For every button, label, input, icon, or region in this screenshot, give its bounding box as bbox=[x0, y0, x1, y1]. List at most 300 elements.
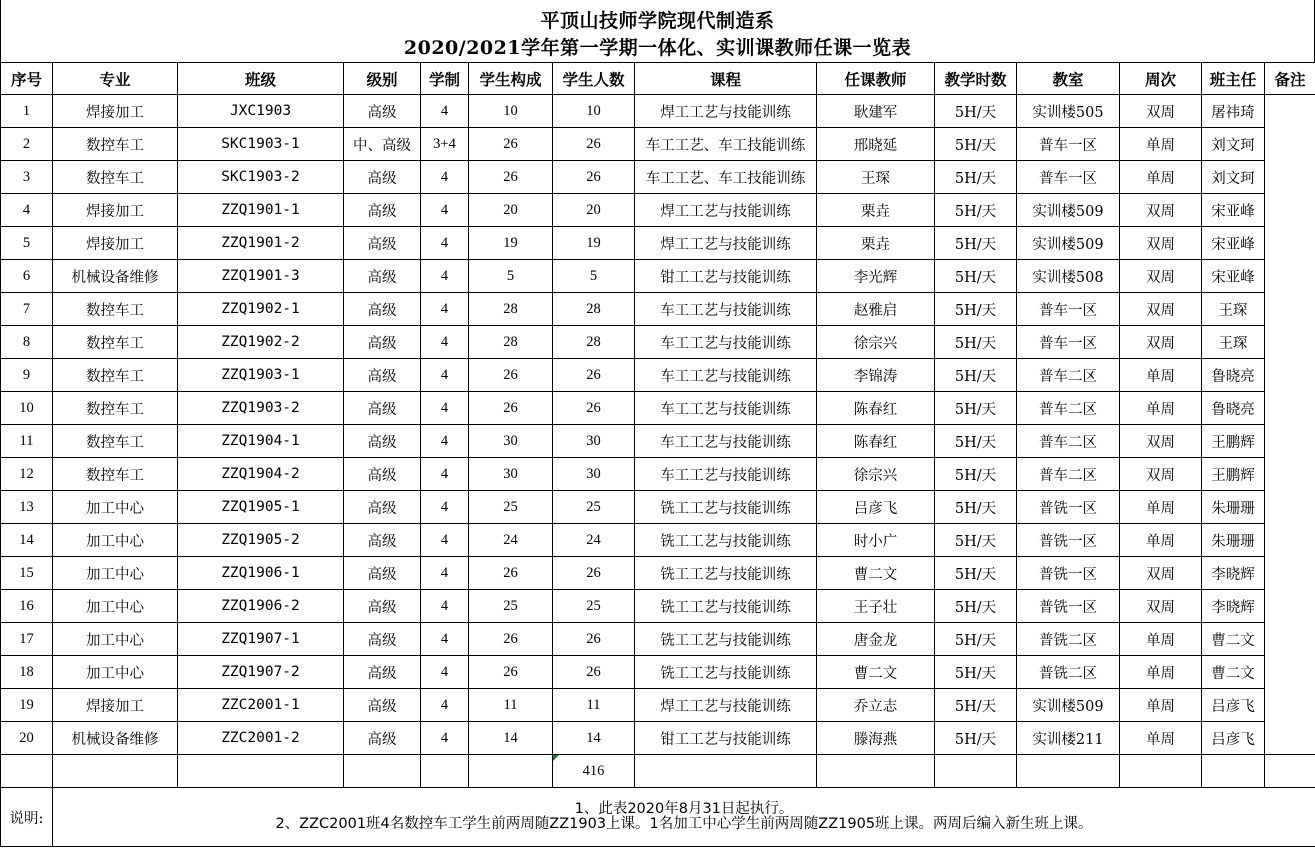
cell-no[interactable]: 4 bbox=[1, 194, 53, 227]
cell-room[interactable]: 实训楼508 bbox=[1017, 260, 1120, 293]
cell-course[interactable]: 铣工工艺与技能训练 bbox=[635, 557, 817, 590]
header-col-head-teacher[interactable]: 班主任 bbox=[1202, 63, 1265, 95]
cell-head-teacher[interactable]: 宋亚峰 bbox=[1202, 260, 1265, 293]
cell-teacher[interactable]: 栗垚 bbox=[817, 194, 935, 227]
cell-room[interactable]: 普车二区 bbox=[1017, 359, 1120, 392]
cell-head-teacher[interactable]: 王鹏辉 bbox=[1202, 425, 1265, 458]
cell-week[interactable]: 单周 bbox=[1120, 623, 1202, 656]
cell-class[interactable]: ZZC2001-2 bbox=[178, 722, 344, 755]
empty-cell[interactable] bbox=[1017, 755, 1120, 788]
cell-level[interactable]: 高级 bbox=[344, 227, 421, 260]
cell-level[interactable]: 高级 bbox=[344, 458, 421, 491]
cell-class[interactable]: ZZQ1903-2 bbox=[178, 392, 344, 425]
cell-major[interactable]: 数控车工 bbox=[53, 161, 178, 194]
empty-cell[interactable] bbox=[817, 755, 935, 788]
cell-teacher[interactable]: 曹二文 bbox=[817, 557, 935, 590]
cell-week[interactable]: 单周 bbox=[1120, 359, 1202, 392]
cell-composition[interactable]: 5 bbox=[469, 260, 553, 293]
cell-level[interactable]: 高级 bbox=[344, 491, 421, 524]
cell-length[interactable]: 4 bbox=[421, 623, 469, 656]
cell-week[interactable]: 双周 bbox=[1120, 590, 1202, 623]
cell-teacher[interactable]: 徐宗兴 bbox=[817, 326, 935, 359]
cell-no[interactable]: 2 bbox=[1, 128, 53, 161]
cell-week[interactable]: 双周 bbox=[1120, 425, 1202, 458]
cell-no[interactable]: 20 bbox=[1, 722, 53, 755]
cell-hours[interactable]: 5H/天 bbox=[935, 293, 1017, 326]
cell-class[interactable]: ZZQ1906-1 bbox=[178, 557, 344, 590]
total-value: 416 bbox=[582, 762, 605, 779]
cell-major[interactable]: 加工中心 bbox=[53, 524, 178, 557]
cell-composition[interactable]: 28 bbox=[469, 326, 553, 359]
cell-level[interactable]: 高级 bbox=[344, 557, 421, 590]
header-col-composition[interactable]: 学生构成 bbox=[469, 63, 553, 95]
cell-composition[interactable]: 25 bbox=[469, 491, 553, 524]
cell-level[interactable]: 高级 bbox=[344, 293, 421, 326]
cell-room[interactable]: 普铣二区 bbox=[1017, 656, 1120, 689]
cell-count[interactable]: 5 bbox=[553, 260, 635, 293]
cell-hours[interactable]: 5H/天 bbox=[935, 260, 1017, 293]
cell-room[interactable]: 普车二区 bbox=[1017, 425, 1120, 458]
cell-length[interactable]: 4 bbox=[421, 392, 469, 425]
cell-level[interactable]: 高级 bbox=[344, 689, 421, 722]
cell-composition[interactable]: 20 bbox=[469, 194, 553, 227]
cell-level[interactable]: 高级 bbox=[344, 326, 421, 359]
cell-length[interactable]: 4 bbox=[421, 491, 469, 524]
table-row bbox=[1, 557, 1315, 590]
cell-no[interactable]: 17 bbox=[1, 623, 53, 656]
cell-teacher[interactable]: 王子壮 bbox=[817, 590, 935, 623]
cell-hours[interactable]: 5H/天 bbox=[935, 425, 1017, 458]
cell-count[interactable]: 30 bbox=[553, 458, 635, 491]
empty-cell[interactable] bbox=[344, 755, 421, 788]
cell-no[interactable]: 18 bbox=[1, 656, 53, 689]
cell-hours[interactable]: 5H/天 bbox=[935, 722, 1017, 755]
cell-head-teacher[interactable]: 刘文珂 bbox=[1202, 161, 1265, 194]
cell-head-teacher[interactable]: 刘文珂 bbox=[1202, 128, 1265, 161]
empty-cell[interactable] bbox=[1265, 755, 1315, 788]
cell-level[interactable]: 高级 bbox=[344, 359, 421, 392]
cell-level[interactable]: 高级 bbox=[344, 95, 421, 128]
cell-hours[interactable]: 5H/天 bbox=[935, 95, 1017, 128]
cell-hours[interactable]: 5H/天 bbox=[935, 491, 1017, 524]
cell-count[interactable]: 26 bbox=[553, 557, 635, 590]
cell-teacher[interactable]: 李锦涛 bbox=[817, 359, 935, 392]
table-body bbox=[1, 95, 1315, 847]
cell-level[interactable]: 高级 bbox=[344, 392, 421, 425]
cell-week[interactable]: 单周 bbox=[1120, 524, 1202, 557]
cell-no[interactable]: 9 bbox=[1, 359, 53, 392]
cell-head-teacher[interactable]: 鲁晓亮 bbox=[1202, 392, 1265, 425]
cell-major[interactable]: 焊接加工 bbox=[53, 227, 178, 260]
cell-length[interactable]: 4 bbox=[421, 194, 469, 227]
empty-cell[interactable] bbox=[1202, 755, 1265, 788]
cell-level[interactable]: 高级 bbox=[344, 590, 421, 623]
cell-major[interactable]: 数控车工 bbox=[53, 425, 178, 458]
cell-course[interactable]: 焊工工艺与技能训练 bbox=[635, 227, 817, 260]
cell-room[interactable]: 普车一区 bbox=[1017, 326, 1120, 359]
cell-hours[interactable]: 5H/天 bbox=[935, 590, 1017, 623]
cell-room[interactable]: 普铣一区 bbox=[1017, 590, 1120, 623]
cell-no[interactable]: 19 bbox=[1, 689, 53, 722]
cell-week[interactable]: 单周 bbox=[1120, 656, 1202, 689]
cell-week[interactable]: 双周 bbox=[1120, 227, 1202, 260]
cell-course[interactable]: 钳工工艺与技能训练 bbox=[635, 722, 817, 755]
cell-week[interactable]: 单周 bbox=[1120, 491, 1202, 524]
cell-course[interactable]: 车工工艺与技能训练 bbox=[635, 359, 817, 392]
cell-no[interactable]: 15 bbox=[1, 557, 53, 590]
cell-composition[interactable]: 26 bbox=[469, 359, 553, 392]
cell-composition[interactable]: 30 bbox=[469, 458, 553, 491]
cell-class[interactable]: ZZQ1906-2 bbox=[178, 590, 344, 623]
cell-week[interactable]: 单周 bbox=[1120, 722, 1202, 755]
empty-cell[interactable] bbox=[935, 755, 1017, 788]
cell-composition[interactable]: 26 bbox=[469, 623, 553, 656]
cell-major[interactable]: 数控车工 bbox=[53, 326, 178, 359]
cell-room[interactable]: 普车一区 bbox=[1017, 161, 1120, 194]
cell-course[interactable]: 车工工艺与技能训练 bbox=[635, 425, 817, 458]
cell-week[interactable]: 双周 bbox=[1120, 326, 1202, 359]
cell-hours[interactable]: 5H/天 bbox=[935, 524, 1017, 557]
cell-major[interactable]: 数控车工 bbox=[53, 392, 178, 425]
header-col-hours[interactable]: 教学时数 bbox=[935, 63, 1017, 95]
cell-week[interactable]: 双周 bbox=[1120, 293, 1202, 326]
empty-cell[interactable] bbox=[635, 755, 817, 788]
cell-count[interactable]: 26 bbox=[553, 161, 635, 194]
cell-no[interactable]: 13 bbox=[1, 491, 53, 524]
cell-length[interactable]: 4 bbox=[421, 458, 469, 491]
cell-course[interactable]: 车工工艺、车工技能训练 bbox=[635, 161, 817, 194]
cell-composition[interactable]: 24 bbox=[469, 524, 553, 557]
cell-teacher[interactable]: 徐宗兴 bbox=[817, 458, 935, 491]
cell-hours[interactable]: 5H/天 bbox=[935, 623, 1017, 656]
cell-room[interactable]: 普铣一区 bbox=[1017, 491, 1120, 524]
cell-teacher[interactable]: 李光辉 bbox=[817, 260, 935, 293]
cell-class[interactable]: ZZQ1907-2 bbox=[178, 656, 344, 689]
header-col-no[interactable]: 序号 bbox=[1, 63, 53, 95]
cell-length[interactable]: 4 bbox=[421, 689, 469, 722]
cell-head-teacher[interactable]: 李晓辉 bbox=[1202, 557, 1265, 590]
empty-cell[interactable] bbox=[1, 755, 53, 788]
cell-no[interactable]: 14 bbox=[1, 524, 53, 557]
cell-count[interactable]: 28 bbox=[553, 293, 635, 326]
cell-class[interactable]: ZZQ1901-1 bbox=[178, 194, 344, 227]
cell-head-teacher[interactable]: 朱珊珊 bbox=[1202, 524, 1265, 557]
cell-count[interactable]: 10 bbox=[553, 95, 635, 128]
cell-length[interactable]: 4 bbox=[421, 557, 469, 590]
cell-composition[interactable]: 26 bbox=[469, 161, 553, 194]
cell-head-teacher[interactable]: 李晓辉 bbox=[1202, 590, 1265, 623]
cell-major[interactable]: 加工中心 bbox=[53, 656, 178, 689]
cell-length[interactable]: 4 bbox=[421, 95, 469, 128]
cell-hours[interactable]: 5H/天 bbox=[935, 227, 1017, 260]
cell-teacher[interactable]: 陈春红 bbox=[817, 425, 935, 458]
header-col-remark[interactable]: 备注 bbox=[1265, 63, 1315, 95]
cell-hours[interactable]: 5H/天 bbox=[935, 194, 1017, 227]
cell-course[interactable]: 铣工工艺与技能训练 bbox=[635, 524, 817, 557]
empty-cell[interactable] bbox=[53, 755, 178, 788]
cell-class[interactable]: JXC1903 bbox=[178, 95, 344, 128]
cell-hours[interactable]: 5H/天 bbox=[935, 557, 1017, 590]
empty-cell[interactable] bbox=[421, 755, 469, 788]
cell-teacher[interactable]: 栗垚 bbox=[817, 227, 935, 260]
cell-major[interactable]: 数控车工 bbox=[53, 293, 178, 326]
header-col-teacher[interactable]: 任课教师 bbox=[817, 63, 935, 95]
cell-course[interactable]: 车工工艺、车工技能训练 bbox=[635, 128, 817, 161]
note-line-2: 2、ZZC2001班4名数控车工学生前两周随ZZ1903上课。1名加工中心学生前两周随ZZ1905班上课。两周后编入新生班上课。 bbox=[275, 816, 1093, 832]
cell-length[interactable]: 4 bbox=[421, 227, 469, 260]
notes-label[interactable]: 说明: bbox=[1, 788, 53, 847]
cell-teacher[interactable]: 耿建军 bbox=[817, 95, 935, 128]
cell-teacher[interactable]: 滕海燕 bbox=[817, 722, 935, 755]
cell-course[interactable]: 铣工工艺与技能训练 bbox=[635, 623, 817, 656]
cell-room[interactable]: 实训楼211 bbox=[1017, 722, 1120, 755]
cell-level[interactable]: 高级 bbox=[344, 425, 421, 458]
cell-head-teacher[interactable]: 王琛 bbox=[1202, 293, 1265, 326]
cell-teacher[interactable]: 邢晓延 bbox=[817, 128, 935, 161]
cell-level[interactable]: 高级 bbox=[344, 524, 421, 557]
cell-head-teacher[interactable]: 朱珊珊 bbox=[1202, 491, 1265, 524]
cell-head-teacher[interactable]: 吕彦飞 bbox=[1202, 689, 1265, 722]
cell-head-teacher[interactable]: 曹二文 bbox=[1202, 623, 1265, 656]
cell-length[interactable]: 4 bbox=[421, 722, 469, 755]
cell-count[interactable]: 30 bbox=[553, 425, 635, 458]
cell-week[interactable]: 单周 bbox=[1120, 161, 1202, 194]
cell-no[interactable]: 16 bbox=[1, 590, 53, 623]
cell-week[interactable]: 双周 bbox=[1120, 260, 1202, 293]
cell-teacher[interactable]: 赵雅启 bbox=[817, 293, 935, 326]
cell-level[interactable]: 高级 bbox=[344, 260, 421, 293]
cell-level[interactable]: 高级 bbox=[344, 722, 421, 755]
cell-week[interactable]: 单周 bbox=[1120, 689, 1202, 722]
cell-head-teacher[interactable]: 宋亚峰 bbox=[1202, 194, 1265, 227]
cell-course[interactable]: 车工工艺与技能训练 bbox=[635, 458, 817, 491]
header-col-class[interactable]: 班级 bbox=[178, 63, 344, 95]
cell-no[interactable]: 6 bbox=[1, 260, 53, 293]
cell-teacher[interactable]: 唐金龙 bbox=[817, 623, 935, 656]
cell-hours[interactable]: 5H/天 bbox=[935, 392, 1017, 425]
cell-room[interactable]: 普铣一区 bbox=[1017, 524, 1120, 557]
cell-no[interactable]: 11 bbox=[1, 425, 53, 458]
notes-text[interactable] bbox=[53, 788, 1315, 847]
cell-no[interactable]: 8 bbox=[1, 326, 53, 359]
cell-no[interactable]: 3 bbox=[1, 161, 53, 194]
table-row bbox=[1, 293, 1315, 326]
cell-major[interactable]: 焊接加工 bbox=[53, 95, 178, 128]
cell-length[interactable]: 4 bbox=[421, 293, 469, 326]
cell-composition[interactable]: 26 bbox=[469, 128, 553, 161]
cell-no[interactable]: 7 bbox=[1, 293, 53, 326]
cell-length[interactable]: 3+4 bbox=[421, 128, 469, 161]
cell-major[interactable]: 数控车工 bbox=[53, 128, 178, 161]
cell-teacher[interactable]: 乔立志 bbox=[817, 689, 935, 722]
header-col-length[interactable]: 学制 bbox=[421, 63, 469, 95]
cell-hours[interactable]: 5H/天 bbox=[935, 458, 1017, 491]
cell-hours[interactable]: 5H/天 bbox=[935, 359, 1017, 392]
cell-class[interactable]: ZZQ1901-3 bbox=[178, 260, 344, 293]
cell-remark[interactable] bbox=[1265, 95, 1315, 755]
cell-count[interactable]: 26 bbox=[553, 623, 635, 656]
cell-composition[interactable]: 19 bbox=[469, 227, 553, 260]
cell-class[interactable]: ZZQ1902-2 bbox=[178, 326, 344, 359]
cell-length[interactable]: 4 bbox=[421, 590, 469, 623]
cell-major[interactable]: 机械设备维修 bbox=[53, 722, 178, 755]
cell-course[interactable]: 钳工工艺与技能训练 bbox=[635, 260, 817, 293]
cell-class[interactable]: ZZQ1904-2 bbox=[178, 458, 344, 491]
cell-count[interactable]: 28 bbox=[553, 326, 635, 359]
cell-hours[interactable]: 5H/天 bbox=[935, 689, 1017, 722]
cell-class[interactable]: ZZQ1904-1 bbox=[178, 425, 344, 458]
cell-week[interactable]: 双周 bbox=[1120, 557, 1202, 590]
cell-course[interactable]: 车工工艺与技能训练 bbox=[635, 326, 817, 359]
cell-composition[interactable]: 25 bbox=[469, 590, 553, 623]
cell-count[interactable]: 24 bbox=[553, 524, 635, 557]
cell-class[interactable]: ZZQ1902-1 bbox=[178, 293, 344, 326]
cell-major[interactable]: 加工中心 bbox=[53, 557, 178, 590]
cell-hours[interactable]: 5H/天 bbox=[935, 161, 1017, 194]
cell-count[interactable]: 11 bbox=[553, 689, 635, 722]
cell-course[interactable]: 焊工工艺与技能训练 bbox=[635, 689, 817, 722]
table-row bbox=[1, 326, 1315, 359]
header-col-week[interactable]: 周次 bbox=[1120, 63, 1202, 95]
cell-course[interactable]: 车工工艺与技能训练 bbox=[635, 392, 817, 425]
cell-composition[interactable]: 26 bbox=[469, 557, 553, 590]
cell-teacher[interactable]: 吕彦飞 bbox=[817, 491, 935, 524]
cell-room[interactable]: 普车二区 bbox=[1017, 458, 1120, 491]
cell-length[interactable]: 4 bbox=[421, 359, 469, 392]
header-col-room[interactable]: 教室 bbox=[1017, 63, 1120, 95]
cell-head-teacher[interactable]: 吕彦飞 bbox=[1202, 722, 1265, 755]
cell-room[interactable]: 实训楼505 bbox=[1017, 95, 1120, 128]
cell-count[interactable]: 14 bbox=[553, 722, 635, 755]
cell-head-teacher[interactable]: 王鹏辉 bbox=[1202, 458, 1265, 491]
cell-week[interactable]: 双周 bbox=[1120, 194, 1202, 227]
cell-no[interactable]: 1 bbox=[1, 95, 53, 128]
cell-head-teacher[interactable]: 屠祎琦 bbox=[1202, 95, 1265, 128]
header-row bbox=[1, 63, 1315, 95]
cell-head-teacher[interactable]: 宋亚峰 bbox=[1202, 227, 1265, 260]
header-col-count[interactable]: 学生人数 bbox=[553, 63, 635, 95]
cell-major[interactable]: 焊接加工 bbox=[53, 689, 178, 722]
cell-composition[interactable]: 28 bbox=[469, 293, 553, 326]
cell-count[interactable]: 20 bbox=[553, 194, 635, 227]
cell-teacher[interactable]: 时小广 bbox=[817, 524, 935, 557]
cell-count[interactable]: 25 bbox=[553, 491, 635, 524]
cell-room[interactable]: 普铣一区 bbox=[1017, 557, 1120, 590]
cell-week[interactable]: 双周 bbox=[1120, 95, 1202, 128]
empty-cell[interactable] bbox=[1120, 755, 1202, 788]
empty-cell[interactable] bbox=[178, 755, 344, 788]
cell-class[interactable]: ZZC2001-1 bbox=[178, 689, 344, 722]
cell-course[interactable]: 铣工工艺与技能训练 bbox=[635, 491, 817, 524]
cell-week[interactable]: 单周 bbox=[1120, 128, 1202, 161]
cell-no[interactable]: 5 bbox=[1, 227, 53, 260]
table-row bbox=[1, 458, 1315, 491]
cell-course[interactable]: 车工工艺与技能训练 bbox=[635, 293, 817, 326]
cell-level[interactable]: 高级 bbox=[344, 623, 421, 656]
cell-length[interactable]: 4 bbox=[421, 524, 469, 557]
cell-class[interactable]: ZZQ1907-1 bbox=[178, 623, 344, 656]
cell-length[interactable]: 4 bbox=[421, 260, 469, 293]
cell-head-teacher[interactable]: 鲁晓亮 bbox=[1202, 359, 1265, 392]
cell-count[interactable]: 25 bbox=[553, 590, 635, 623]
cell-major[interactable]: 加工中心 bbox=[53, 491, 178, 524]
cell-major[interactable]: 机械设备维修 bbox=[53, 260, 178, 293]
cell-class[interactable]: ZZQ1903-1 bbox=[178, 359, 344, 392]
cell-level[interactable]: 高级 bbox=[344, 161, 421, 194]
header-col-major[interactable]: 专业 bbox=[53, 63, 178, 95]
cell-composition[interactable]: 26 bbox=[469, 656, 553, 689]
cell-class[interactable]: ZZQ1901-2 bbox=[178, 227, 344, 260]
cell-course[interactable]: 焊工工艺与技能训练 bbox=[635, 95, 817, 128]
cell-major[interactable]: 焊接加工 bbox=[53, 194, 178, 227]
cell-teacher[interactable]: 曹二文 bbox=[817, 656, 935, 689]
cell-room[interactable]: 普车一区 bbox=[1017, 128, 1120, 161]
cell-teacher[interactable]: 陈春红 bbox=[817, 392, 935, 425]
cell-hours[interactable]: 5H/天 bbox=[935, 128, 1017, 161]
cell-composition[interactable]: 26 bbox=[469, 392, 553, 425]
cell-head-teacher[interactable]: 王琛 bbox=[1202, 326, 1265, 359]
header-col-level[interactable]: 级别 bbox=[344, 63, 421, 95]
cell-major[interactable]: 加工中心 bbox=[53, 623, 178, 656]
cell-room[interactable]: 实训楼509 bbox=[1017, 689, 1120, 722]
cell-count[interactable]: 19 bbox=[553, 227, 635, 260]
table-row bbox=[1, 260, 1315, 293]
cell-room[interactable]: 实训楼509 bbox=[1017, 227, 1120, 260]
total-student-count[interactable] bbox=[553, 755, 635, 788]
empty-cell[interactable] bbox=[469, 755, 553, 788]
cell-class[interactable]: SKC1903-1 bbox=[178, 128, 344, 161]
cell-room[interactable]: 普车一区 bbox=[1017, 293, 1120, 326]
cell-room[interactable]: 普车二区 bbox=[1017, 392, 1120, 425]
cell-count[interactable]: 26 bbox=[553, 359, 635, 392]
cell-length[interactable]: 4 bbox=[421, 425, 469, 458]
cell-count[interactable]: 26 bbox=[553, 656, 635, 689]
cell-count[interactable]: 26 bbox=[553, 128, 635, 161]
header-col-course[interactable]: 课程 bbox=[635, 63, 817, 95]
cell-no[interactable]: 12 bbox=[1, 458, 53, 491]
cell-length[interactable]: 4 bbox=[421, 656, 469, 689]
cell-course[interactable]: 铣工工艺与技能训练 bbox=[635, 590, 817, 623]
cell-length[interactable]: 4 bbox=[421, 161, 469, 194]
cell-room[interactable]: 普铣二区 bbox=[1017, 623, 1120, 656]
cell-major[interactable]: 加工中心 bbox=[53, 590, 178, 623]
cell-length[interactable]: 4 bbox=[421, 326, 469, 359]
cell-major[interactable]: 数控车工 bbox=[53, 359, 178, 392]
cell-composition[interactable]: 11 bbox=[469, 689, 553, 722]
cell-teacher[interactable]: 王琛 bbox=[817, 161, 935, 194]
cell-head-teacher[interactable]: 曹二文 bbox=[1202, 656, 1265, 689]
cell-week[interactable]: 单周 bbox=[1120, 392, 1202, 425]
cell-course[interactable]: 焊工工艺与技能训练 bbox=[635, 194, 817, 227]
cell-count[interactable]: 26 bbox=[553, 392, 635, 425]
cell-level[interactable]: 高级 bbox=[344, 194, 421, 227]
cell-composition[interactable]: 14 bbox=[469, 722, 553, 755]
cell-hours[interactable]: 5H/天 bbox=[935, 326, 1017, 359]
cell-class[interactable]: SKC1903-2 bbox=[178, 161, 344, 194]
cell-course[interactable]: 铣工工艺与技能训练 bbox=[635, 656, 817, 689]
cell-hours[interactable]: 5H/天 bbox=[935, 656, 1017, 689]
cell-room[interactable]: 实训楼509 bbox=[1017, 194, 1120, 227]
cell-composition[interactable]: 10 bbox=[469, 95, 553, 128]
cell-composition[interactable]: 30 bbox=[469, 425, 553, 458]
cell-week[interactable]: 双周 bbox=[1120, 458, 1202, 491]
cell-class[interactable]: ZZQ1905-2 bbox=[178, 524, 344, 557]
cell-class[interactable]: ZZQ1905-1 bbox=[178, 491, 344, 524]
cell-no[interactable]: 10 bbox=[1, 392, 53, 425]
cell-level[interactable]: 高级 bbox=[344, 656, 421, 689]
cell-level[interactable]: 中、高级 bbox=[344, 128, 421, 161]
cell-major[interactable]: 数控车工 bbox=[53, 458, 178, 491]
